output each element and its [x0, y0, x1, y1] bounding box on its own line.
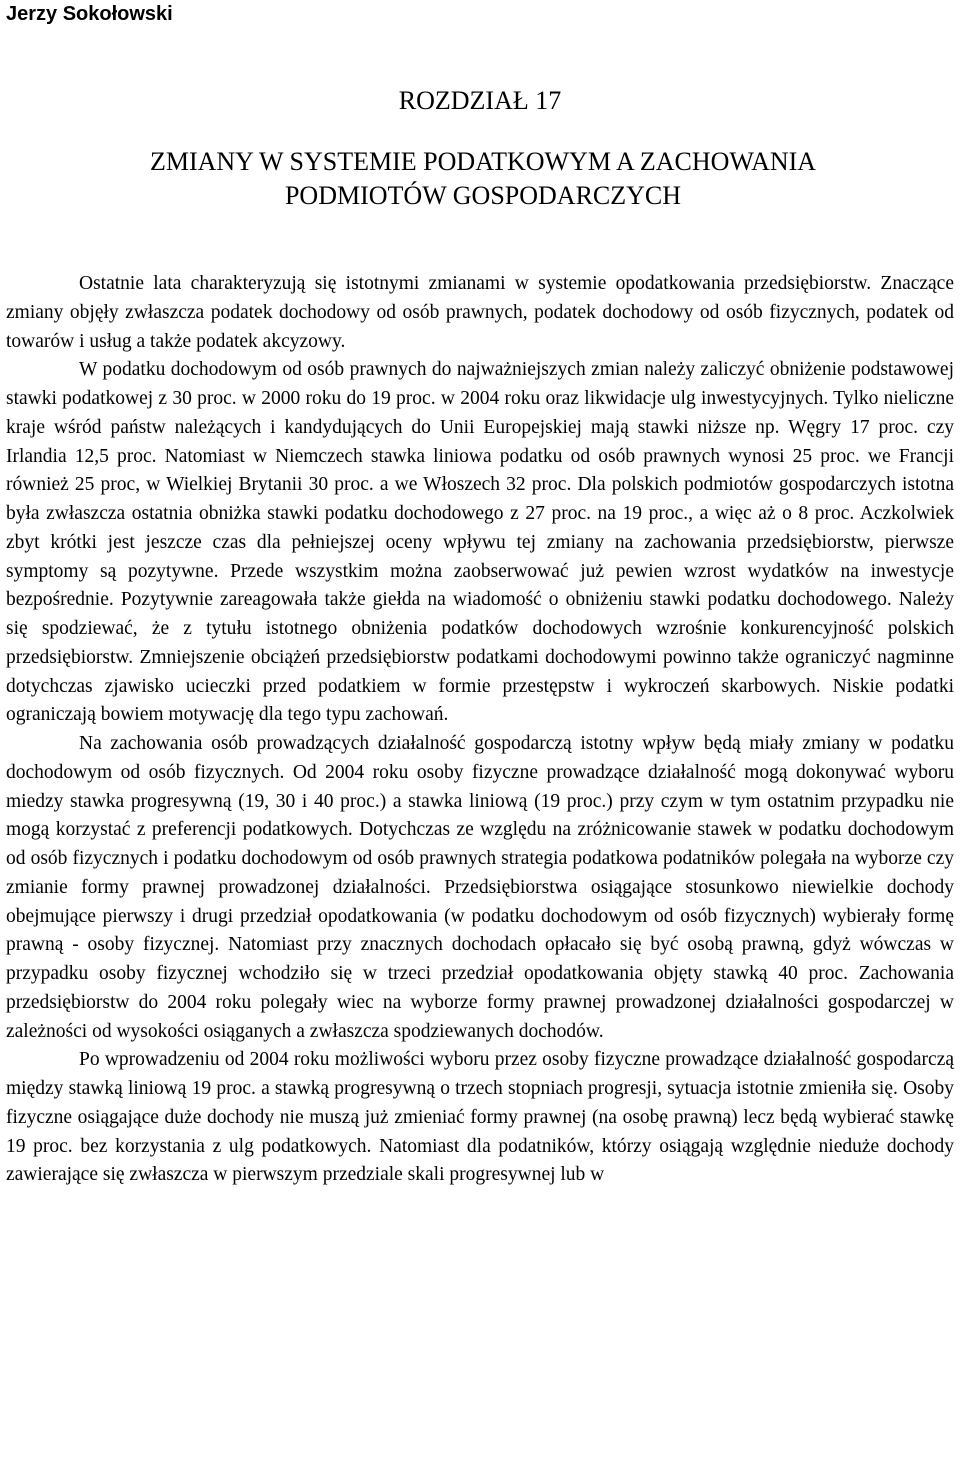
paragraph-2: W podatku dochodowym od osób prawnych do najważniejszych zmian należy zaliczyć obniżenie podstawowej stawki podatkowej z 30 proc. w 2000 roku do 19 proc. w 2004 roku oraz likwidacje ulg inwestycyjnych. Tylko nieliczne kraje wśród państw należących i kandydujących do Unii Europejskiej mają stawki niższe np. Węgry 17 proc. czy Irlandia 12,5 proc. Natomiast w Niemczech stawka liniowa podatku od osób prawnych wynosi 25 proc. we Francji również 25 proc, w Wielkiej Brytanii 30 proc. a we Włoszech 32 proc. Dla polskich podmiotów gospodarczych istotna była zwłaszcza ostatnia obniżka stawki podatku dochodowego z 27 proc. na 19 proc., a więc aż o 8 proc. Aczkolwiek zbyt krótki jest jeszcze czas dla pełniejszej oceny wpływu tej zmiany na zachowania przedsiębiorstw, pierwsze symptomy są pozytywne. Przede wszystkim można zaobserwować już pewien wzrost wydatków na inwestycje bezpośrednie. Pozytywnie zareagowała także giełda na wiadomość o obniżeniu stawki podatku dochodowego. Należy się spodziewać, że z tytułu istotnego obniżenia podatków dochodowych wzrośnie konkurencyjność polskich przedsiębiorstw. Zmniejszenie obciążeń przedsiębiorstw podatkami dochodowymi powinno także ograniczyć nagminne dotychczas zjawisko ucieczki przed podatkiem w formie przestępstw i wykroczeń skarbowych. Niskie podatki ograniczają bowiem motywację dla tego typu zachowań.: [6, 359, 954, 726]
body-text: [6, 270, 954, 1190]
paragraph-4: Po wprowadzeniu od 2004 roku możliwości wyboru przez osoby fizyczne prowadzące działalność gospodarczą między stawką liniową 19 proc. a stawką progresywną o trzech stopniach progresji, sytuacja istotnie zmieniła się. Osoby fizyczne osiągające duże dochody nie muszą już zmieniać formy prawnej (na osobę prawną) lecz będą wybierać stawkę 19 proc. bez korzystania z ulg podatkowych. Natomiast dla podatników, którzy osiągają względnie niedużе dochody zawierające się zwłaszcza w pierwszym przedziale skali progresywnej lub w: [6, 1049, 954, 1186]
chapter-title: [0, 145, 960, 213]
paragraph-3: Na zachowania osób prowadzących działalność gospodarczą istotny wpływ będą miały zmiany w podatku dochodowym od osób fizycznych. Od 2004 roku osoby fizyczne prowadzące działalność mogą dokonywać wyboru miedzy stawka progresywną (19, 30 i 40 proc.) a stawka liniową (19 proc.) przy czym w tym ostatnim przypadku nie mogą korzystać z preferencji podatkowych. Dotychczas ze względu na zróżnicowanie stawek w podatku dochodowym od osób fizycznych i podatku dochodowym od osób prawnych strategia podatkowa podatników polegała na wyborze czy zmianie formy prawnej prowadzonej działalności. Przedsiębiorstwa osiągające stosunkowo niewielkie dochody obejmujące pierwszy i drugi przedział opodatkowania (w podatku dochodowym od osób fizycznych) wybierały formę prawną - osoby fizycznej. Natomiast przy znacznych dochodach opłacało się być osobą prawną, gdyż wówczas w przypadku osoby fizycznej wchodziło się w trzeci przedział opodatkowania objęty stawką 40 proc. Zachowania przedsiębiorstw do 2004 roku polegały wiec na wyborze formy prawnej prowadzonej działalności gospodarczej w zależności od wysokości osiąganych a zwłaszcza spodziewanych dochodów.: [6, 733, 954, 1042]
chapter-title-line-2: PODMIOTÓW GOSPODARCZYCH: [284, 181, 682, 210]
author-name: Jerzy Sokołowski: [6, 3, 173, 25]
paragraph-1: Ostatnie lata charakteryzują się istotnymi zmianami w systemie opodatkowania przedsiębiorstw. Znaczące zmiany objęły zwłaszcza podatek dochodowy od osób prawnych, podatek dochodowy od osób fizycznych, podatek od towarów i usług a także podatek akcyzowy.: [6, 273, 954, 352]
chapter-title-line-1: ZMIANY W SYSTEMIE PODATKOWYM A ZACHOWANIA: [149, 147, 817, 176]
chapter-heading: ROZDZIAŁ 17: [398, 86, 562, 115]
